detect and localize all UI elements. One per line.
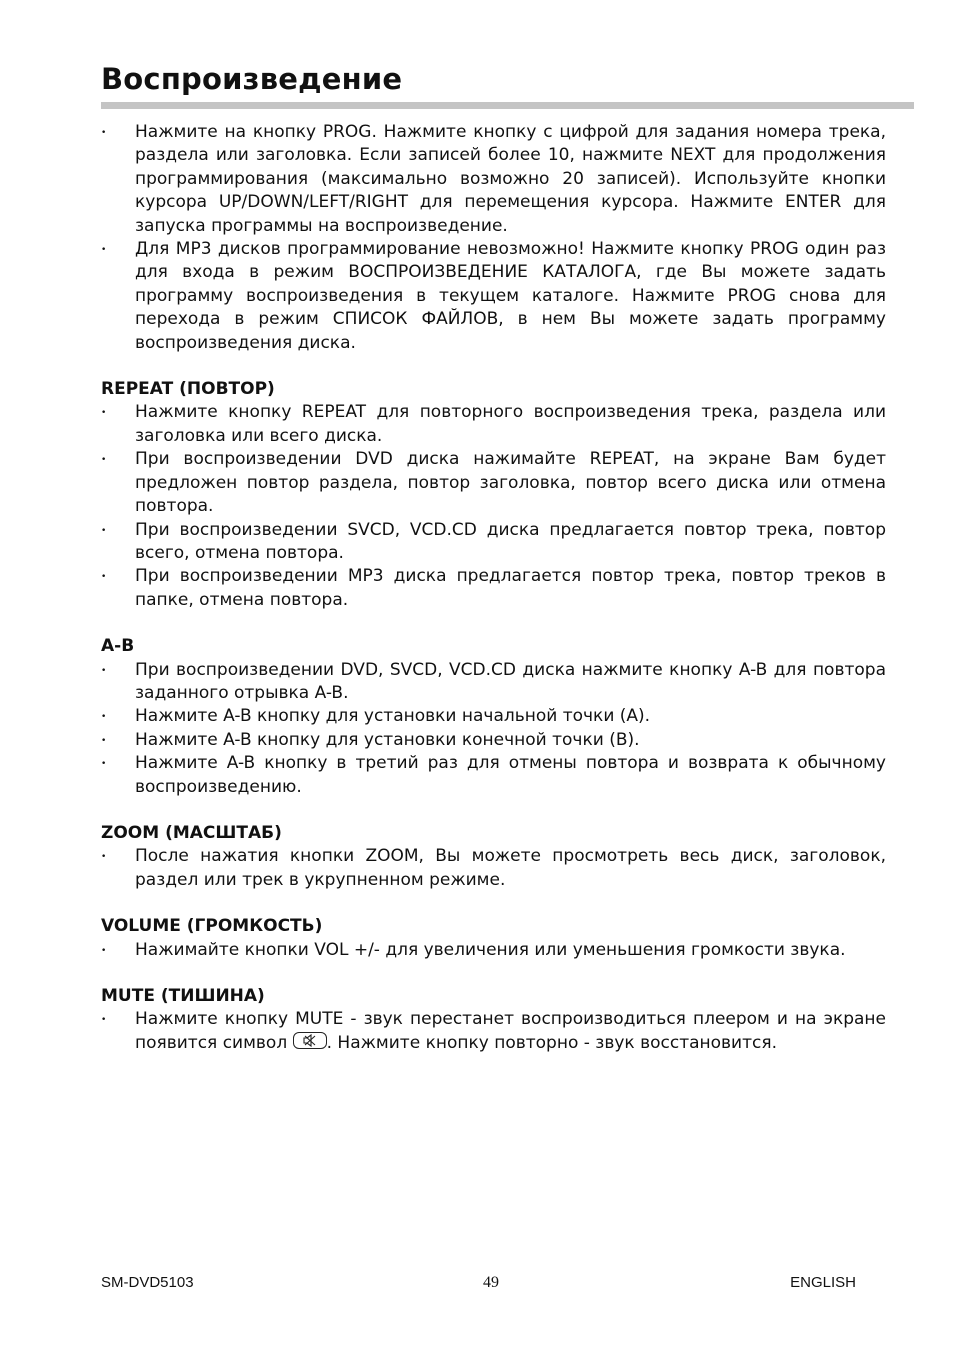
mute-bullet-list (101, 1008, 886, 1055)
page-content (101, 121, 886, 1055)
repeat-bullet-list (101, 401, 886, 612)
section-heading-volume: VOLUME (ГРОМКОСТЬ) (101, 916, 323, 937)
mute-text-after: . Нажмите кнопку повторно - звук восстановится. (326, 1032, 777, 1053)
footer-language: ENGLISH (790, 1274, 856, 1291)
list-item: • Нажмите на кнопку PROG. Нажмите кнопку с цифрой для задания номера трека, раздела или заголовка. Если записей более 10, нажмите NEXT для продолжения программирования (максимально возможно 20 записей). Используйте кнопки курсора UP/DOWN/LEFT/RIGHT для перемещения курсора. Нажмите ENTER для запуска программы на воспроизведение. (101, 121, 886, 238)
list-item (101, 1008, 886, 1055)
list-item: • Нажимайте кнопки VOL +/- для увеличения или уменьшения громкости звука. (101, 939, 886, 962)
mute-speaker-icon (293, 1032, 327, 1049)
zoom-bullet-list (101, 845, 886, 892)
footer-model: SM-DVD5103 (101, 1274, 194, 1291)
ab-bullet-list (101, 659, 886, 799)
section-heading-repeat: REPEAT (ПОВТОР) (101, 379, 275, 400)
volume-bullet-list (101, 939, 886, 962)
section-heading-mute: MUTE (ТИШИНА) (101, 986, 265, 1006)
list-item: • После нажатия кнопки ZOOM, Вы можете просмотреть весь диск, заголовок, раздел или трек в укрупненном режиме. (101, 845, 886, 892)
list-item: • При воспроизведении SVCD, VCD.CD диска предлагается повтор трека, повтор всего, отмена повтора. (101, 519, 886, 566)
footer-page-number: 49 (483, 1274, 499, 1291)
list-item: • Нажмите A-B кнопку в третий раз для отмены повтора и возврата к обычному воспроизведению. (101, 752, 886, 799)
title-underline-bar (101, 102, 914, 109)
section-heading-ab: A-B (101, 636, 135, 657)
list-item: • При воспроизведении DVD, SVCD, VCD.CD диска нажмите кнопку A-B для повтора заданного отрывка A-B. (101, 659, 886, 706)
mute-text-before: Нажмите кнопку MUTE - звук перестанет воспроизводиться плеером и на экране появится символ (135, 1009, 886, 1053)
list-item: • Нажмите A-B кнопку для установки начальной точки (А). (101, 705, 886, 728)
section-heading-zoom: ZOOM (МАСШТАБ) (101, 822, 282, 843)
list-item: • При воспроизведении DVD диска нажимайте REPEAT, на экране Вам будет предложен повтор раздела, повтор заголовка, повтор всего диска или отмена повтора. (101, 448, 886, 518)
list-item: • При воспроизведении МР3 диска предлагается повтор трека, повтор треков в папке, отмена повтора. (101, 565, 886, 612)
list-item: • Нажмите A-B кнопку для установки конечной точки (В). (101, 729, 886, 752)
list-item: • Для МР3 дисков программирование невозможно! Нажмите кнопку PROG один раз для входа в режим ВОСПРОИЗВЕДЕНИЕ КАТАЛОГА, где Вы можете задать программу воспроизведения в текущем каталоге. Нажмите PROG снова для перехода в режим СПИСОК ФАЙЛОВ, в нем Вы можете задать программу воспроизведения диска. (101, 238, 886, 355)
page-title: Воспроизведение (101, 62, 403, 96)
intro-bullet-list (101, 121, 886, 355)
list-item: • Нажмите кнопку REPEAT для повторного воспроизведения трека, раздела или заголовка или всего диска. (101, 401, 886, 448)
